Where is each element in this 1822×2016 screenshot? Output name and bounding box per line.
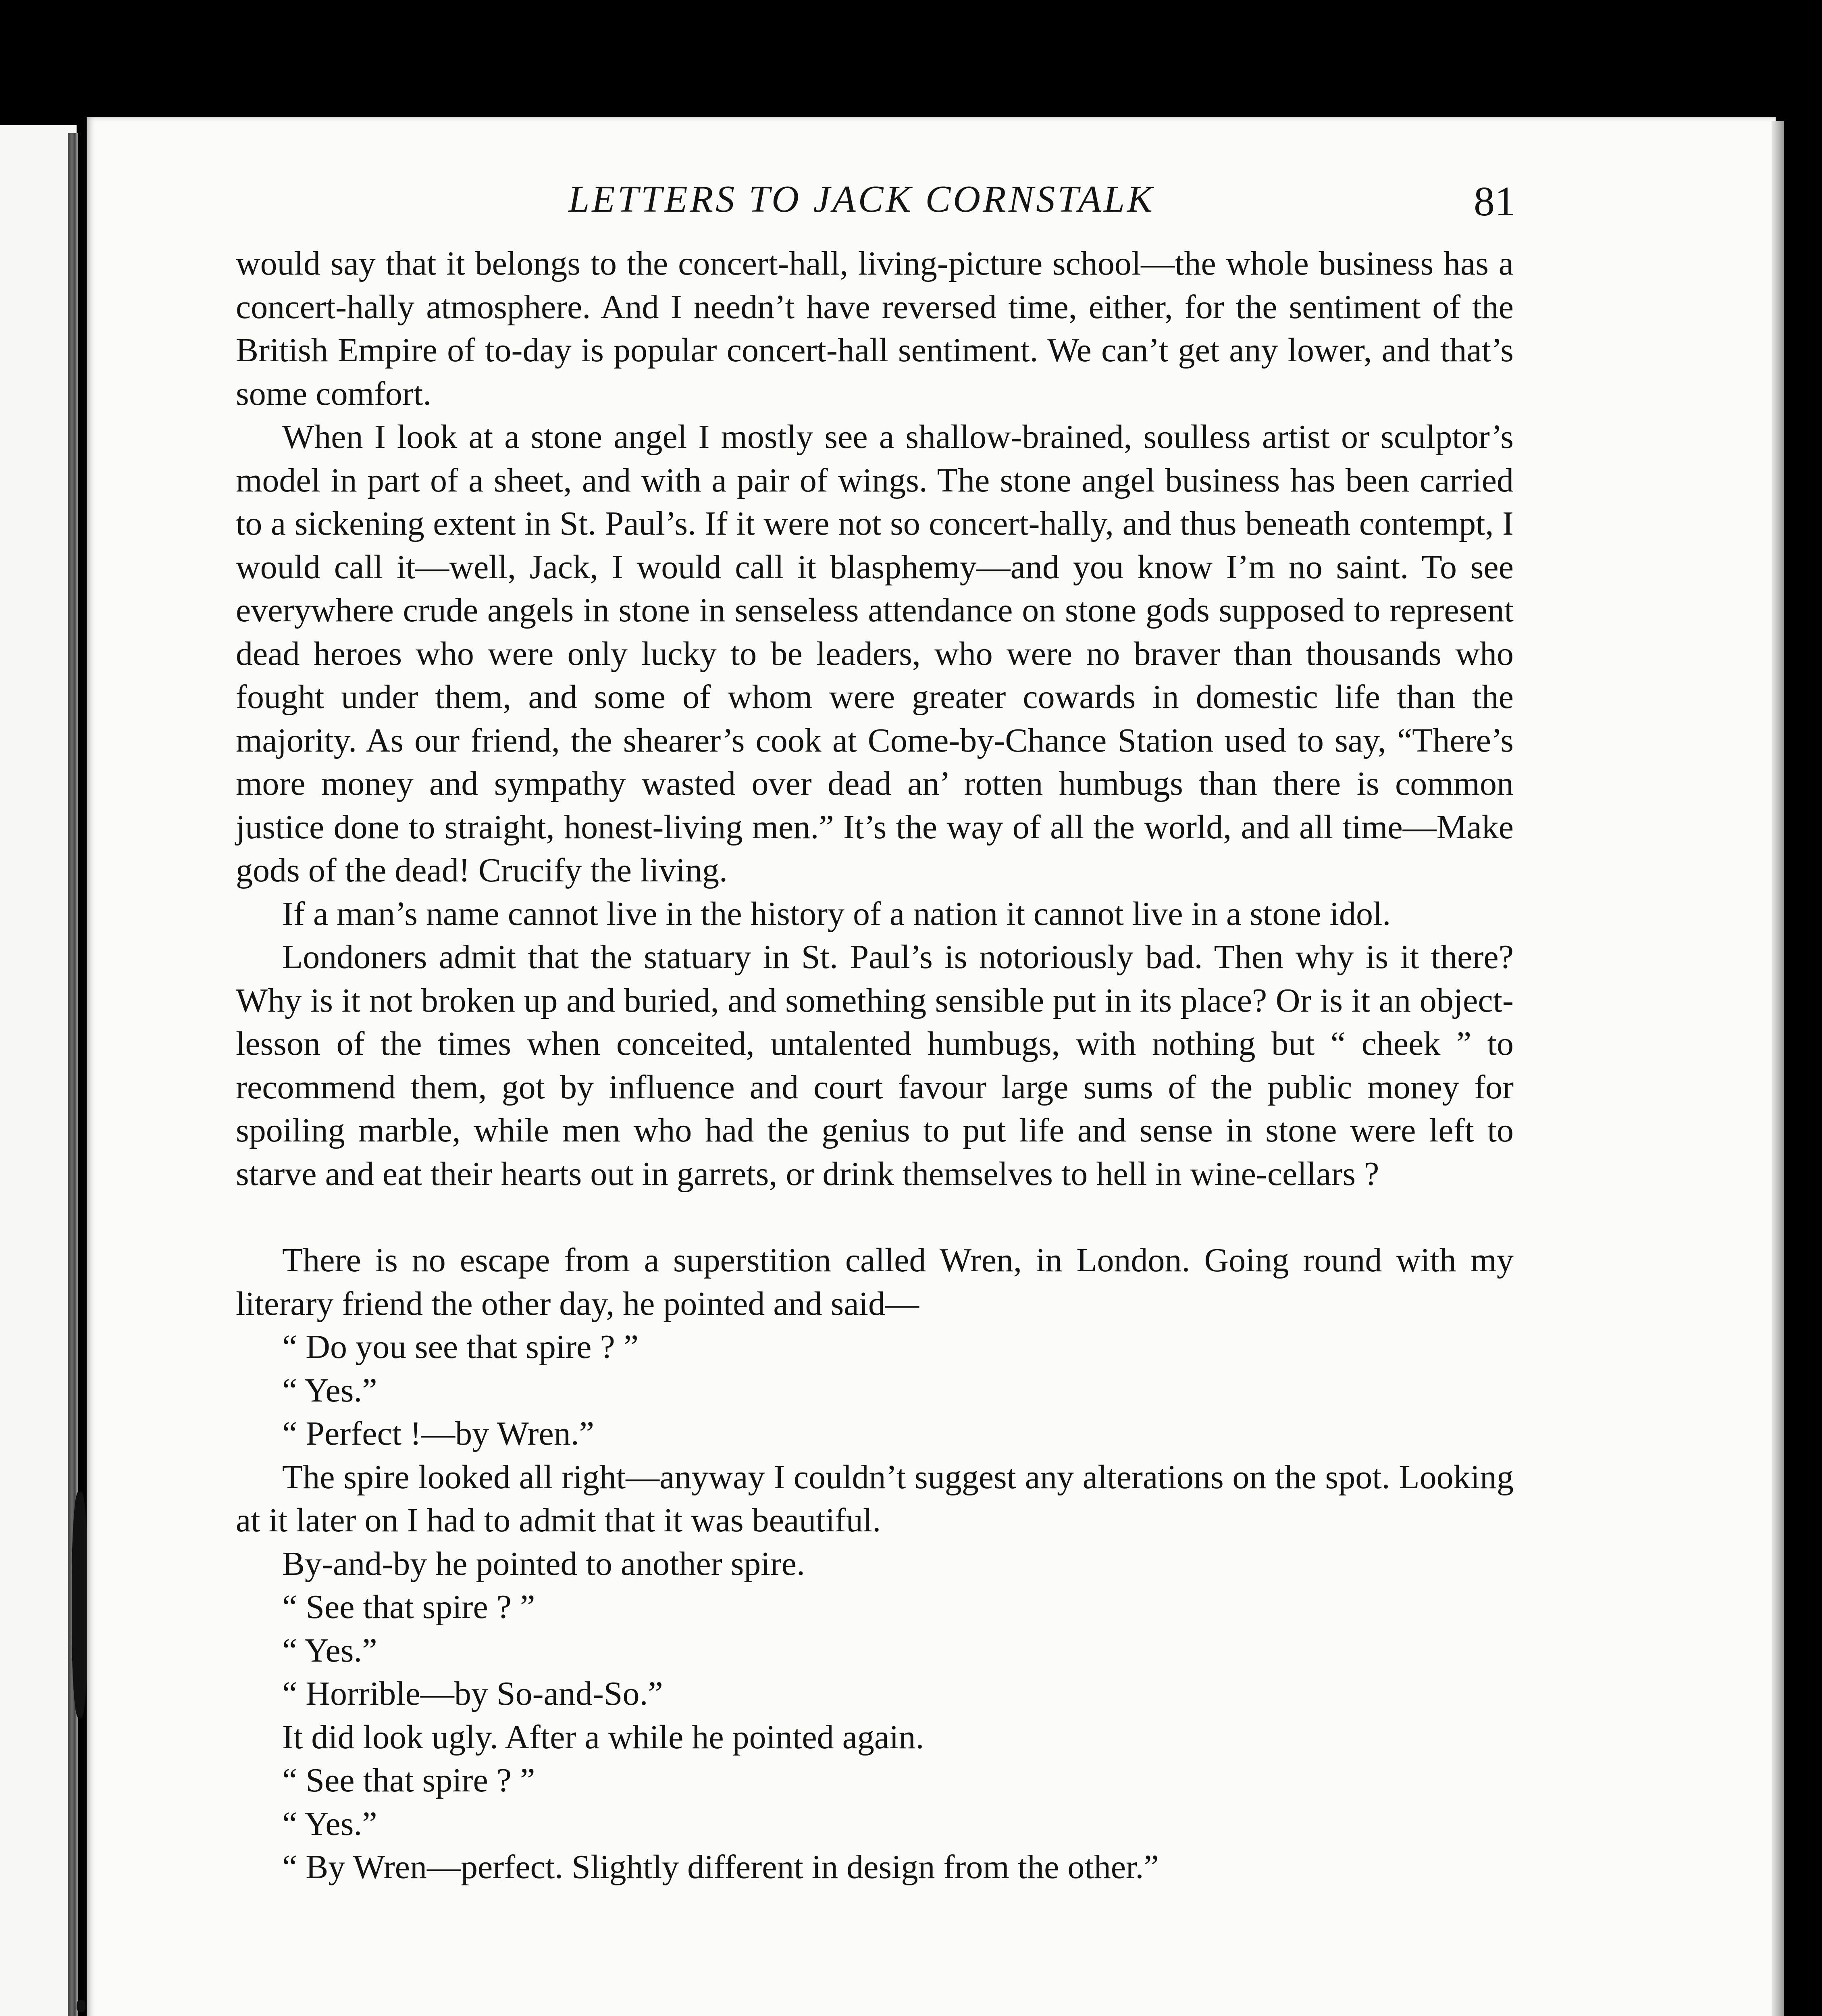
running-title: LETTERS TO JACK CORNSTALK — [568, 178, 1155, 220]
dialogue-line: “ Do you see that spire ? ” — [282, 1328, 639, 1366]
dialogue-line: “ See that spire ? ” — [282, 1588, 535, 1626]
dialogue-line: “ See that spire ? ” — [282, 1762, 535, 1799]
facing-page-edge — [0, 125, 77, 2016]
dialogue-line: “ Perfect !—by Wren.” — [282, 1415, 595, 1452]
dialogue-line: “ Yes.” — [282, 1371, 377, 1409]
body-text — [236, 242, 1514, 1889]
dialogue-line: “ Horrible—by So-and-So.” — [282, 1675, 663, 1712]
page-number: 81 — [1474, 178, 1516, 225]
dialogue-line: “ Yes.” — [282, 1631, 377, 1669]
paragraph: It did look ugly. After a while he pointed again. — [282, 1718, 924, 1756]
paragraph: Londoners admit that the statuary in St. Paul’s is notoriously bad. Then why is it there? Why is it not broken up and buried, and something sensible put in its place? Or is it an object-lesson of the times when conceited, untalented humbugs, with nothing but “ cheek ” to recommend them, got by influence and court favour large sums of the public money for spoiling marble, while men who had the genius to put life and sense in stone were left to starve and eat their hearts out in garrets, or drink themselves to hell in wine-cellars ? — [236, 938, 1514, 1193]
paragraph: When I look at a stone angel I mostly see a shallow-brained, soulless artist or sculptor’s model in part of a sheet, and with a pair of wings. The stone angel business has been carried to a sickening extent in St. Paul’s. If it were not so concert-hally, and thus beneath contempt, I would call it—well, Jack, I would call it blasphemy—and you know I’m no saint. To see everywhere crude angels in stone in senseless attendance on stone gods supposed to represent dead heroes who were only lucky to be leaders, who were no braver than thousands who fought under them, and some of whom were greater cowards in domestic life than the majority. As our friend, the shearer’s cook at Come-by-Chance Station used to say, “There’s more money and sympathy wasted over dead an’ rotten humbugs than there is common justice done to straight, honest-living men.” It’s the way of all the world, and all time—Make gods of the dead! Crucify the living. — [236, 418, 1514, 889]
paragraph: By-and-by he pointed to another spire. — [282, 1545, 805, 1583]
gutter-ink-mark — [77, 2000, 85, 2012]
dialogue-line: “ By Wren—perfect. Slightly different in design from the other.” — [282, 1848, 1159, 1886]
gutter-ink-mark — [72, 1492, 88, 1718]
paragraph: There is no escape from a superstition called Wren, in London. Going round with my literary friend the other day, he pointed and said— — [236, 1241, 1514, 1322]
dialogue-line: “ Yes.” — [282, 1805, 377, 1843]
running-head — [226, 177, 1516, 238]
paragraph: If a man’s name cannot live in the history of a nation it cannot live in a stone idol. — [282, 895, 1391, 933]
paragraph: would say that it belongs to the concert-hall, living-picture school—the whole business has a concert-hally atmosphere. And I needn’t have reversed time, either, for the sentiment of the British Empire of to-day is popular concert-hall sentiment. We can’t get any lower, and that’s some comfort. — [236, 245, 1514, 412]
binding-gutter — [68, 133, 78, 2016]
page-right-edge — [1772, 121, 1784, 2016]
paragraph: The spire looked all right—anyway I couldn’t suggest any alterations on the spot. Looking at it later on I had to admit that it was beautiful. — [236, 1458, 1514, 1539]
